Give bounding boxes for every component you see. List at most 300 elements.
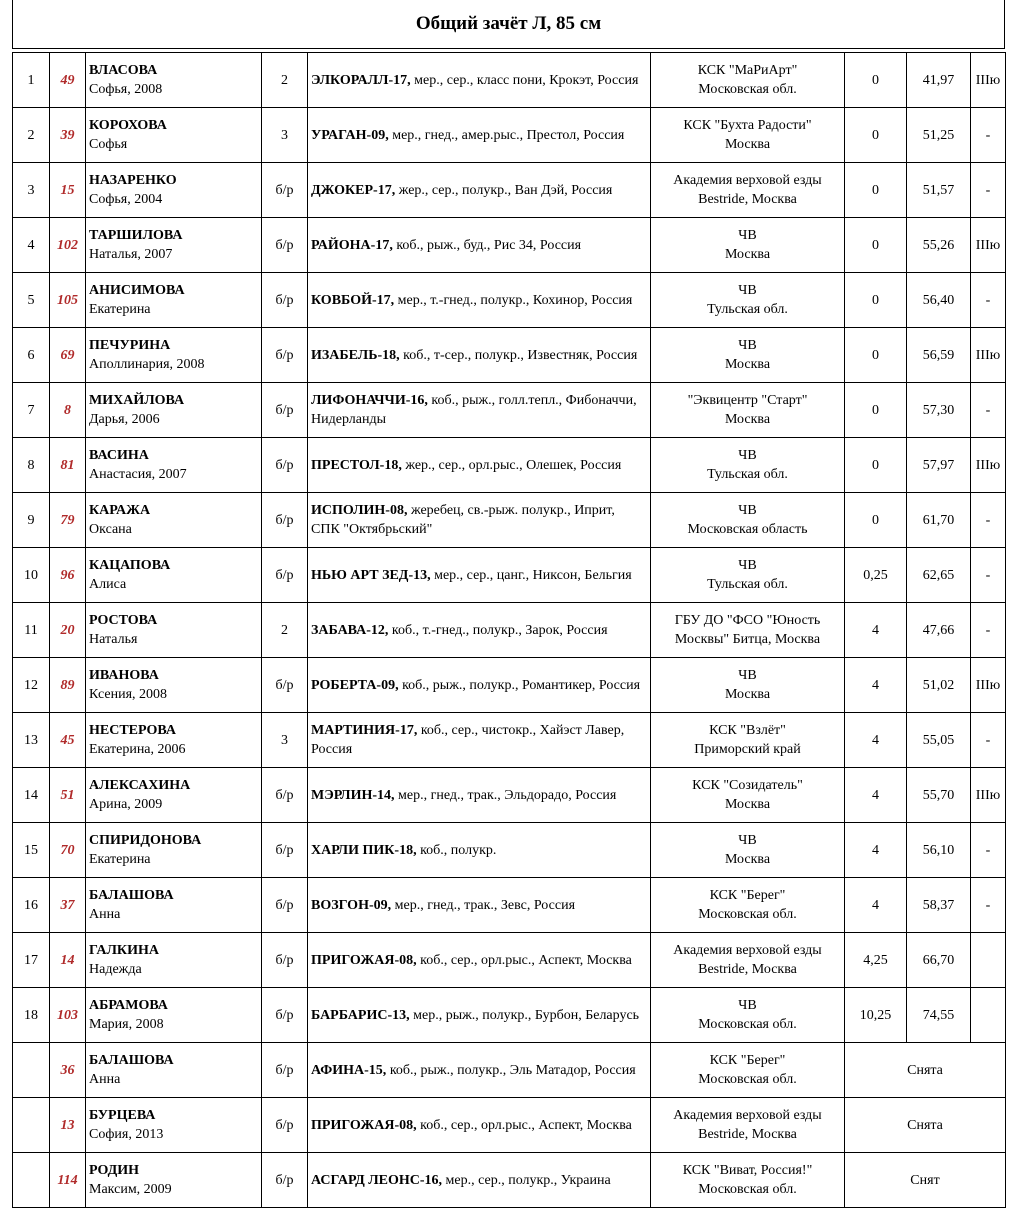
horse-description: жеребец, св.-рыж. полукр., Иприт, СПК "Октябрьский": [311, 503, 615, 537]
club-name: Академия верховой езды: [673, 943, 822, 958]
club-name: КСК "Бухта Радости": [683, 118, 812, 133]
horse-description: коб., сер., чистокр., Хайэст Лавер, Россия: [311, 723, 625, 757]
horse-cell: [308, 1098, 651, 1153]
rider-surname: ТАРШИЛОВА: [89, 228, 183, 243]
club-name: ЧВ: [738, 338, 757, 353]
rider-cell: [86, 53, 262, 108]
rider-cell: [86, 328, 262, 383]
place-cell: 9: [13, 493, 50, 548]
club-cell: [651, 218, 845, 273]
horse-name: АСГАРД ЛЕОНС-16,: [311, 1172, 443, 1188]
horse-name: ДЖОКЕР-17,: [311, 182, 396, 198]
title-box: [12, 0, 1005, 49]
horse-name: УРАГАН-09,: [311, 127, 389, 143]
club-region: Тульская обл.: [707, 577, 788, 592]
club-region: Московская обл.: [698, 1182, 797, 1197]
rider-info: Надежда: [89, 962, 142, 977]
rider-info: Мария, 2008: [89, 1017, 164, 1032]
club-cell: [651, 53, 845, 108]
horse-cell: [308, 108, 651, 163]
club-region: Москва: [724, 247, 771, 262]
horse-cell: [308, 328, 651, 383]
start-number-cell: 36: [50, 1043, 86, 1098]
horse-cell: [308, 548, 651, 603]
place-cell: 6: [13, 328, 50, 383]
start-number-cell: 49: [50, 53, 86, 108]
rider-surname: БАЛАШОВА: [89, 888, 174, 903]
rider-info: Оксана: [89, 522, 132, 537]
club-name: ЧВ: [738, 448, 757, 463]
penalty-cell: 0: [845, 53, 907, 108]
rank-cell: -: [971, 108, 1006, 163]
start-number-cell: 89: [50, 658, 86, 713]
place-cell: 7: [13, 383, 50, 438]
club-cell: [651, 933, 845, 988]
start-number-cell: 81: [50, 438, 86, 493]
rank-cell: -: [971, 383, 1006, 438]
horse-description: жер., сер., полукр., Ван Дэй, Россия: [395, 182, 613, 198]
category-cell: б/р: [262, 1153, 308, 1208]
club-cell: [651, 988, 845, 1043]
rank-cell: -: [971, 548, 1006, 603]
penalty-cell: 0,25: [845, 548, 907, 603]
table-row: [13, 1043, 1006, 1098]
club-name: Академия верховой езды: [673, 173, 822, 188]
penalty-cell: 0: [845, 493, 907, 548]
rider-cell: [86, 1153, 262, 1208]
club-region: Москва: [724, 797, 771, 812]
category-cell: б/р: [262, 1098, 308, 1153]
category-cell: б/р: [262, 438, 308, 493]
club-region: Тульская обл.: [707, 467, 788, 482]
rider-surname: АНИСИМОВА: [89, 283, 185, 298]
club-region: Bestride, Москва: [698, 1127, 797, 1142]
penalty-cell: 4: [845, 878, 907, 933]
start-number-cell: 70: [50, 823, 86, 878]
results-body: [13, 53, 1006, 1208]
penalty-cell: 10,25: [845, 988, 907, 1043]
start-number-cell: 114: [50, 1153, 86, 1208]
category-cell: б/р: [262, 1043, 308, 1098]
rider-cell: [86, 1043, 262, 1098]
table-row: [13, 438, 1006, 493]
category-cell: б/р: [262, 328, 308, 383]
category-cell: б/р: [262, 658, 308, 713]
place-cell: 4: [13, 218, 50, 273]
club-cell: [651, 823, 845, 878]
place-cell: 2: [13, 108, 50, 163]
penalty-cell: 4: [845, 768, 907, 823]
rider-surname: ВЛАСОВА: [89, 63, 158, 78]
club-name: ЧВ: [738, 503, 757, 518]
club-cell: [651, 1153, 845, 1208]
rider-info: Алиса: [89, 577, 127, 592]
rider-info: Софья: [89, 137, 128, 152]
club-cell: [651, 768, 845, 823]
horse-cell: [308, 878, 651, 933]
time-cell: 41,97: [907, 53, 971, 108]
table-row: [13, 383, 1006, 438]
club-region: Москва: [724, 412, 771, 427]
horse-description: коб., сер., орл.рыс., Аспект, Москва: [416, 952, 632, 968]
horse-description: коб., т-сер., полукр., Известняк, Россия: [399, 347, 638, 363]
start-number-cell: 96: [50, 548, 86, 603]
horse-description: коб., рыж., буд., Рис 34, Россия: [392, 237, 582, 253]
rider-cell: [86, 438, 262, 493]
category-cell: б/р: [262, 218, 308, 273]
club-cell: [651, 713, 845, 768]
table-row: [13, 108, 1006, 163]
rider-cell: [86, 163, 262, 218]
club-region: Московская область: [687, 522, 808, 537]
table-row: [13, 218, 1006, 273]
club-name: ГБУ ДО "ФСО "Юность: [674, 613, 821, 628]
club-cell: [651, 273, 845, 328]
rider-surname: КАЦАПОВА: [89, 558, 171, 573]
penalty-cell: 0: [845, 218, 907, 273]
horse-cell: [308, 933, 651, 988]
place-cell: 16: [13, 878, 50, 933]
horse-cell: [308, 218, 651, 273]
rider-surname: СПИРИДОНОВА: [89, 833, 202, 848]
place-cell: 12: [13, 658, 50, 713]
category-cell: б/р: [262, 383, 308, 438]
rider-info: Максим, 2009: [89, 1182, 172, 1197]
rank-cell: IIIю: [971, 658, 1006, 713]
rider-surname: АЛЕКСАХИНА: [89, 778, 191, 793]
horse-name: ИСПОЛИН-08,: [311, 503, 408, 518]
rider-cell: [86, 823, 262, 878]
horse-name: ИЗАБЕЛЬ-18,: [311, 347, 400, 363]
start-number-cell: 37: [50, 878, 86, 933]
table-row: [13, 713, 1006, 768]
place-cell: 18: [13, 988, 50, 1043]
time-cell: 51,57: [907, 163, 971, 218]
rank-cell: -: [971, 713, 1006, 768]
start-number-cell: 8: [50, 383, 86, 438]
rider-cell: [86, 108, 262, 163]
club-region: Москва: [724, 357, 771, 372]
time-cell: 51,02: [907, 658, 971, 713]
club-region: Московская обл.: [698, 1072, 797, 1087]
time-cell: 57,97: [907, 438, 971, 493]
rank-cell: -: [971, 273, 1006, 328]
horse-name: РАЙОНА-17,: [311, 237, 393, 253]
time-cell: 55,70: [907, 768, 971, 823]
place-cell: 5: [13, 273, 50, 328]
horse-description: мер., гнед., трак., Зевс, Россия: [391, 897, 576, 913]
rider-info: Екатерина: [89, 852, 151, 867]
rider-cell: [86, 218, 262, 273]
rider-info: Наталья, 2007: [89, 247, 173, 262]
category-cell: б/р: [262, 768, 308, 823]
club-region: Москвы" Битца, Москва: [674, 632, 821, 647]
rider-surname: ПЕЧУРИНА: [89, 338, 171, 353]
horse-cell: [308, 988, 651, 1043]
club-name: ЧВ: [738, 283, 757, 298]
rider-cell: [86, 273, 262, 328]
rank-cell: IIIю: [971, 218, 1006, 273]
rider-cell: [86, 933, 262, 988]
rank-cell: IIIю: [971, 328, 1006, 383]
penalty-cell: 4: [845, 658, 907, 713]
horse-name: МАРТИНИЯ-17,: [311, 723, 418, 738]
place-cell: 14: [13, 768, 50, 823]
penalty-cell: 0: [845, 108, 907, 163]
time-cell: 62,65: [907, 548, 971, 603]
rider-cell: [86, 493, 262, 548]
start-number-cell: 102: [50, 218, 86, 273]
horse-description: мер., сер., полукр., Украина: [442, 1172, 611, 1188]
rider-surname: ГАЛКИНА: [89, 943, 159, 958]
rider-info: Аполлинария, 2008: [89, 357, 205, 372]
rider-info: Ксения, 2008: [89, 687, 168, 702]
category-cell: 2: [262, 603, 308, 658]
table-row: [13, 768, 1006, 823]
club-region: Bestride, Москва: [698, 962, 797, 977]
horse-name: ПРИГОЖАЯ-08,: [311, 1117, 417, 1133]
club-name: ЧВ: [738, 558, 757, 573]
club-name: КСК "Созидатель": [692, 778, 803, 793]
penalty-cell: 4,25: [845, 933, 907, 988]
table-row: [13, 273, 1006, 328]
club-cell: [651, 328, 845, 383]
penalty-cell: 4: [845, 603, 907, 658]
time-cell: 56,40: [907, 273, 971, 328]
club-name: ЧВ: [738, 998, 757, 1013]
club-name: ЧВ: [738, 833, 757, 848]
club-name: ЧВ: [738, 668, 757, 683]
category-cell: 3: [262, 713, 308, 768]
category-cell: б/р: [262, 878, 308, 933]
rank-cell: [971, 933, 1006, 988]
table-row: [13, 1153, 1006, 1208]
horse-cell: [308, 1043, 651, 1098]
club-name: КСК "Берег": [709, 888, 786, 903]
rider-info: Екатерина, 2006: [89, 742, 186, 757]
category-cell: б/р: [262, 933, 308, 988]
rider-surname: КОРОХОВА: [89, 118, 167, 133]
start-number-cell: 14: [50, 933, 86, 988]
category-cell: 3: [262, 108, 308, 163]
status-cell: Снята: [845, 1043, 1006, 1098]
horse-description: коб., рыж., полукр., Эль Матадор, Россия: [386, 1062, 636, 1078]
rider-cell: [86, 658, 262, 713]
rank-cell: [971, 988, 1006, 1043]
category-cell: б/р: [262, 823, 308, 878]
table-row: [13, 548, 1006, 603]
horse-cell: [308, 163, 651, 218]
horse-name: МЭРЛИН-14,: [311, 787, 395, 803]
horse-description: коб., рыж., полукр., Романтикер, Россия: [398, 677, 641, 693]
club-region: Московская обл.: [698, 82, 797, 97]
rider-cell: [86, 383, 262, 438]
category-cell: б/р: [262, 548, 308, 603]
rank-cell: -: [971, 493, 1006, 548]
rider-info: Арина, 2009: [89, 797, 163, 812]
place-cell: 3: [13, 163, 50, 218]
table-row: [13, 988, 1006, 1043]
horse-name: ЛИФОНАЧЧИ-16,: [311, 393, 428, 408]
club-cell: [651, 163, 845, 218]
horse-name: БАРБАРИС-13,: [311, 1007, 410, 1023]
rank-cell: -: [971, 603, 1006, 658]
time-cell: 56,59: [907, 328, 971, 383]
horse-name: ЭЛКОРАЛЛ-17,: [311, 72, 411, 88]
rider-surname: РОДИН: [89, 1163, 140, 1178]
rider-info: Софья, 2008: [89, 82, 163, 97]
rank-cell: IIIю: [971, 438, 1006, 493]
horse-description: мер., гнед., трак., Эльдорадо, Россия: [394, 787, 617, 803]
club-name: КСК "Виват, Россия!": [682, 1163, 813, 1178]
club-cell: [651, 108, 845, 163]
place-cell: 15: [13, 823, 50, 878]
place-cell: 11: [13, 603, 50, 658]
club-cell: [651, 603, 845, 658]
club-name: Академия верховой езды: [673, 1108, 822, 1123]
rider-cell: [86, 1098, 262, 1153]
rider-surname: МИХАЙЛОВА: [89, 393, 185, 408]
start-number-cell: 105: [50, 273, 86, 328]
category-cell: б/р: [262, 493, 308, 548]
start-number-cell: 13: [50, 1098, 86, 1153]
time-cell: 57,30: [907, 383, 971, 438]
rider-info: София, 2013: [89, 1127, 164, 1142]
horse-cell: [308, 658, 651, 713]
category-cell: 2: [262, 53, 308, 108]
club-name: "Эквицентр "Старт": [687, 393, 808, 408]
horse-description: мер., гнед., амер.рыс., Престол, Россия: [388, 127, 625, 143]
time-cell: 47,66: [907, 603, 971, 658]
horse-cell: [308, 603, 651, 658]
club-region: Москва: [724, 137, 771, 152]
time-cell: 66,70: [907, 933, 971, 988]
time-cell: 74,55: [907, 988, 971, 1043]
penalty-cell: 0: [845, 328, 907, 383]
place-cell: 1: [13, 53, 50, 108]
club-cell: [651, 548, 845, 603]
horse-cell: [308, 438, 651, 493]
place-cell: [13, 1098, 50, 1153]
club-cell: [651, 493, 845, 548]
horse-name: РОБЕРТА-09,: [311, 677, 399, 693]
club-cell: [651, 658, 845, 713]
rank-cell: -: [971, 823, 1006, 878]
horse-cell: [308, 768, 651, 823]
horse-name: НЬЮ АРТ ЗЕД-13,: [311, 567, 431, 583]
time-cell: 56,10: [907, 823, 971, 878]
rider-info: Анастасия, 2007: [89, 467, 187, 482]
rider-info: Анна: [89, 907, 121, 922]
table-row: [13, 933, 1006, 988]
club-cell: [651, 1098, 845, 1153]
rank-cell: -: [971, 163, 1006, 218]
club-region: Тульская обл.: [707, 302, 788, 317]
penalty-cell: 0: [845, 383, 907, 438]
penalty-cell: 0: [845, 163, 907, 218]
club-cell: [651, 438, 845, 493]
status-cell: Снят: [845, 1153, 1006, 1208]
rider-info: Екатерина: [89, 302, 151, 317]
rider-surname: АБРАМОВА: [89, 998, 168, 1013]
horse-description: коб., т.-гнед., полукр., Зарок, Россия: [388, 622, 608, 638]
time-cell: 55,26: [907, 218, 971, 273]
rider-info: Анна: [89, 1072, 121, 1087]
category-cell: б/р: [262, 988, 308, 1043]
horse-description: мер., рыж., полукр., Бурбон, Беларусь: [409, 1007, 640, 1023]
start-number-cell: 45: [50, 713, 86, 768]
rider-surname: БУРЦЕВА: [89, 1108, 156, 1123]
table-row: [13, 603, 1006, 658]
results-table: [12, 52, 1006, 1208]
rider-cell: [86, 603, 262, 658]
start-number-cell: 79: [50, 493, 86, 548]
club-region: Приморский край: [694, 742, 801, 757]
club-cell: [651, 878, 845, 933]
horse-description: коб., полукр.: [416, 842, 497, 858]
start-number-cell: 39: [50, 108, 86, 163]
category-cell: б/р: [262, 273, 308, 328]
table-row: [13, 823, 1006, 878]
club-cell: [651, 1043, 845, 1098]
table-row: [13, 878, 1006, 933]
horse-cell: [308, 713, 651, 768]
place-cell: 10: [13, 548, 50, 603]
horse-description: мер., сер., класс пони, Крокэт, Россия: [410, 72, 639, 88]
start-number-cell: 20: [50, 603, 86, 658]
penalty-cell: 4: [845, 713, 907, 768]
rank-cell: -: [971, 878, 1006, 933]
table-row: [13, 163, 1006, 218]
table-row: [13, 1098, 1006, 1153]
place-cell: [13, 1153, 50, 1208]
start-number-cell: 15: [50, 163, 86, 218]
table-row: [13, 658, 1006, 713]
penalty-cell: 0: [845, 273, 907, 328]
club-name: ЧВ: [738, 228, 757, 243]
rider-cell: [86, 878, 262, 933]
table-row: [13, 493, 1006, 548]
horse-name: ЗАБАВА-12,: [311, 622, 389, 638]
horse-description: мер., т.-гнед., полукр., Кохинор, Россия: [394, 292, 633, 308]
club-region: Москва: [724, 852, 771, 867]
horse-cell: [308, 493, 651, 548]
horse-cell: [308, 823, 651, 878]
horse-cell: [308, 383, 651, 438]
rank-cell: IIIю: [971, 53, 1006, 108]
start-number-cell: 51: [50, 768, 86, 823]
time-cell: 51,25: [907, 108, 971, 163]
page-title: Общий зачёт Л, 85 см: [415, 13, 602, 34]
rider-surname: НЕСТЕРОВА: [89, 723, 176, 738]
rider-info: Наталья: [89, 632, 138, 647]
place-cell: 13: [13, 713, 50, 768]
rider-surname: КАРАЖА: [89, 503, 151, 518]
time-cell: 55,05: [907, 713, 971, 768]
rider-surname: БАЛАШОВА: [89, 1053, 174, 1068]
horse-cell: [308, 53, 651, 108]
category-cell: б/р: [262, 163, 308, 218]
table-row: [13, 53, 1006, 108]
horse-name: АФИНА-15,: [311, 1062, 387, 1078]
rider-surname: РОСТОВА: [89, 613, 158, 628]
place-cell: 8: [13, 438, 50, 493]
rider-info: Софья, 2004: [89, 192, 163, 207]
penalty-cell: 4: [845, 823, 907, 878]
club-name: КСК "Взлёт": [709, 723, 786, 738]
penalty-cell: 0: [845, 438, 907, 493]
horse-description: коб., рыж., голл.тепл., Фибоначчи, Нидерланды: [311, 393, 637, 427]
